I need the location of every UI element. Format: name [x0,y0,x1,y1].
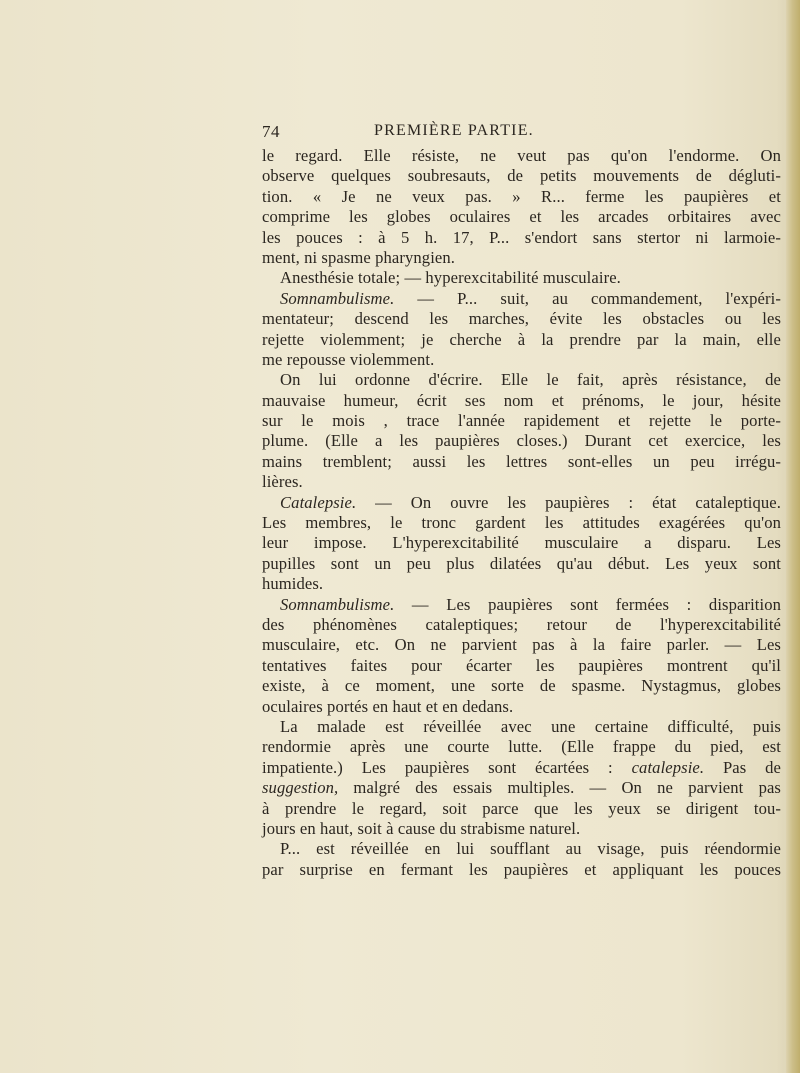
text-line: leur impose. L'hyperexcitabilité musculaire a disparu. Les [262,533,781,553]
text-line: Somnambulisme. — Les paupières sont fermées : disparition [280,594,781,614]
text-line: mains tremblent; aussi les lettres sont-elles un peu irrégu- [262,451,781,471]
text-line: par surprise en fermant les paupières et appliquant les pouces [262,859,781,879]
text-line: le regard. Elle résiste, ne veut pas qu'on l'endorme. On [262,146,781,165]
page-number: 74 [262,122,280,141]
text-line: des phénomènes cataleptiques; retour de l'hyperexcitabilité [262,614,781,634]
text-line: mauvaise humeur, écrit ses nom et prénoms, le jour, hésite [262,390,781,410]
text-line: La malade est réveillée avec une certaine difficulté, puis [280,716,781,736]
text-line: à prendre le regard, soit parce que les yeux se dirigent tou- [262,798,781,818]
text-line: rejette violemment; je cherche à la prendre par la main, elle [262,329,781,349]
text-line: pupilles sont un peu plus dilatées qu'au début. Les yeux sont [262,553,781,573]
text-line: observe quelques soubresauts, de petits mouvements de dégluti- [262,166,781,186]
text-line: sur le mois , trace l'année rapidement et rejette le porte- [262,411,781,431]
text-line: tion. « Je ne veux pas. » R... ferme les paupières et [262,186,781,206]
text-line: Anesthésie totale; — hyperexcitabilité musculaire. [280,268,621,288]
text-line: suggestion, malgré des essais multiples. — On ne parvient pas [262,778,781,798]
text-line: musculaire, etc. On ne parvient pas à la faire parler. — Les [262,635,781,655]
text-line: me repousse violemment. [262,349,435,369]
text-line: tentatives faites pour écarter les paupières montrent qu'il [262,655,781,675]
running-title: PREMIÈRE PARTIE. [374,122,534,139]
body-text [262,146,781,880]
text-line: oculaires portés en haut et en dedans. [262,696,514,716]
text-line: plume. (Elle a les paupières closes.) Durant cet exercice, les [262,431,781,451]
text-line: les pouces : à 5 h. 17, P... s'endort sans stertor ni larmoie- [262,227,781,247]
text-line: lières. [262,472,303,492]
text-line: On lui ordonne d'écrire. Elle le fait, après résistance, de [280,370,781,390]
text-line: Les membres, le tronc gardent les attitudes exagérées qu'on [262,513,781,533]
text-line: existe, à ce moment, une sorte de spasme. Nystagmus, globes [262,676,781,696]
text-line: ment, ni spasme pharyngien. [262,247,456,267]
text-line: rendormie après une courte lutte. (Elle frappe du pied, est [262,737,781,757]
running-header [262,122,782,144]
text-line: jours en haut, soit à cause du strabisme naturel. [262,818,581,838]
text-line: Catalepsie. — On ouvre les paupières : état cataleptique. [280,492,781,512]
text-line: mentateur; descend les marches, évite les obstacles ou les [262,309,781,329]
text-line: humides. [262,574,324,594]
text-line: Somnambulisme. — P... suit, au commandement, l'expéri- [280,288,781,308]
text-line: impatiente.) Les paupières sont écartées : catalepsie. Pas de [262,757,781,777]
text-line: comprime les globes oculaires et les arcades orbitaires avec [262,207,781,227]
text-line: P... est réveillée en lui soufflant au visage, puis réendormie [280,839,781,859]
page-edge-shadow [786,0,800,1073]
